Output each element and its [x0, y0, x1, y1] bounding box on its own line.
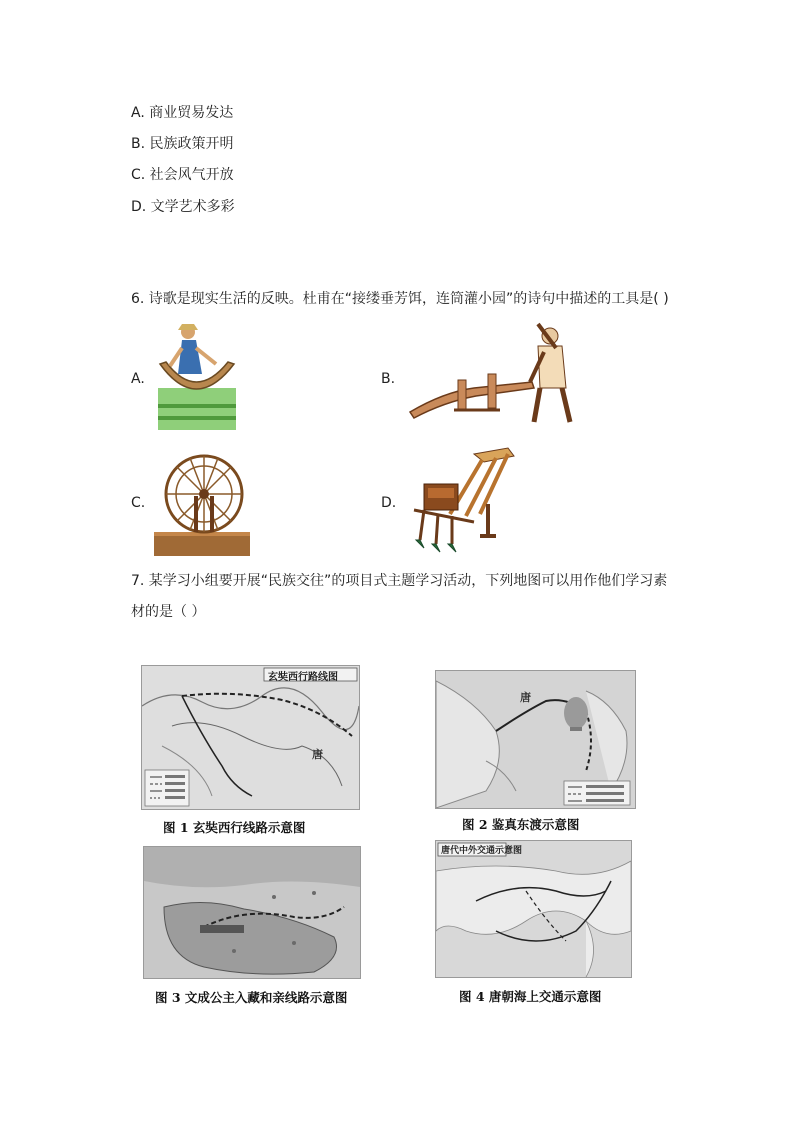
q7-stem-line2: 材的是（ ）: [131, 604, 206, 620]
map4-caption: 图 4 唐朝海上交通示意图: [459, 989, 602, 1004]
q6-option-d-label[interactable]: D.: [381, 495, 397, 511]
q5-option-c[interactable]: C. 社会风气开放: [131, 167, 234, 183]
q6-option-c-label[interactable]: C.: [131, 495, 146, 511]
map2-label-tang: 唐: [520, 691, 531, 704]
map2-caption: 图 2 鉴真东渡示意图: [462, 817, 580, 832]
map1-title: 玄奘西行路线图: [268, 672, 338, 683]
q6-option-a-image[interactable]: [156, 318, 238, 432]
q6-option-b-image[interactable]: [404, 318, 586, 428]
q6-option-b-label[interactable]: B.: [381, 371, 396, 387]
map4-title: 唐代中外交通示意图: [441, 846, 523, 856]
q6-option-a-label[interactable]: A.: [131, 371, 145, 387]
map-wencheng-route[interactable]: [143, 846, 361, 979]
map1-caption: 图 1 玄奘西行线路示意图: [163, 820, 306, 835]
q6-stem: 6. 诗歌是现实生活的反映。杜甫在“接缕垂芳饵，连筒灌小园”的诗句中描述的工具是( ): [131, 291, 669, 307]
q6-option-d-image[interactable]: [404, 444, 518, 556]
q6-option-c-image[interactable]: [154, 452, 250, 556]
map-jianzhen-voyage[interactable]: [435, 670, 636, 809]
q7-stem-line1: 7. 某学习小组要开展“民族交往”的项目式主题学习活动，下列地图可以用作他们学习素: [131, 573, 668, 589]
map-tang-maritime[interactable]: [435, 840, 632, 978]
map3-caption: 图 3 文成公主入藏和亲线路示意图: [155, 990, 348, 1005]
map-xuanzang-route[interactable]: [141, 665, 360, 810]
q5-option-a[interactable]: A. 商业贸易发达: [131, 105, 234, 121]
map1-label-tang: 唐: [312, 748, 323, 761]
q5-option-b[interactable]: B. 民族政策开明: [131, 136, 234, 152]
q5-option-d[interactable]: D. 文学艺术多彩: [131, 199, 235, 215]
